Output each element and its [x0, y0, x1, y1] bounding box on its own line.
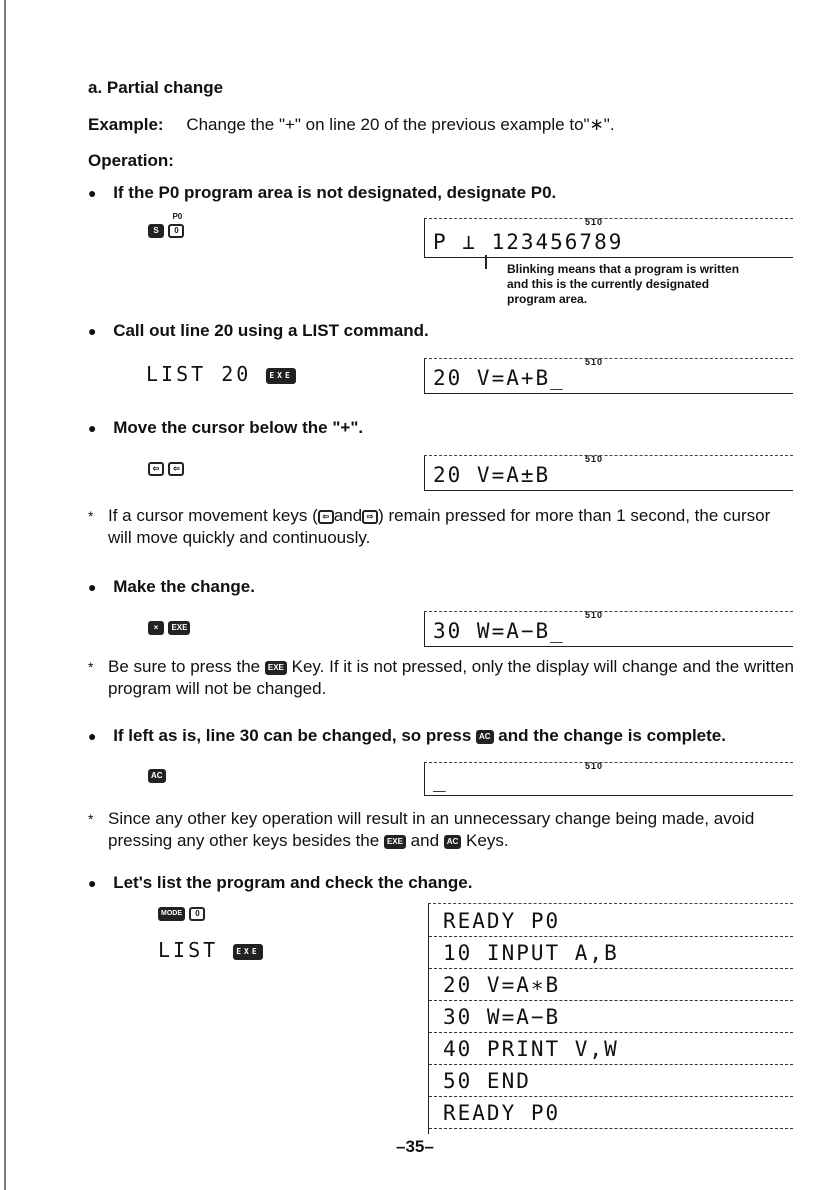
note-star: * [88, 811, 94, 827]
display-indicator: 510 [584, 217, 603, 227]
listing-text: 30 W=A−B [443, 1005, 561, 1029]
operation-label: Operation: [88, 151, 174, 170]
note-1-after: ) remain pressed for more than 1 second, the cursor will move quickly and continuously. [108, 506, 771, 547]
step-2 [88, 321, 429, 341]
bullet: ● [88, 323, 97, 339]
blink-arrow-icon [485, 255, 487, 269]
bullet: ● [88, 728, 97, 744]
page-number: –35– [396, 1137, 434, 1156]
note-1-and: and [333, 506, 363, 525]
cursor-left-key[interactable]: ⇦ [318, 510, 334, 524]
step-1-text: If the P0 program area is not designated, designate P0. [113, 183, 557, 202]
display-indicator: 510 [584, 761, 603, 771]
display-4-text: 30 W=A−B_ [433, 619, 565, 643]
display-5 [424, 762, 793, 796]
example-text: Change the "+" on line 20 of the previous example to"∗". [186, 115, 615, 134]
step-1 [88, 183, 556, 203]
bullet: ● [88, 185, 97, 201]
exe-key[interactable]: EXE [384, 835, 406, 849]
step-5 [88, 726, 726, 746]
p0-key-label: P0 [172, 212, 183, 221]
listing-text: READY P0 [443, 1101, 561, 1125]
step-5-keys [148, 767, 166, 785]
note-2-after: Key. If it is not pressed, only the display will change and the written program will not be changed. [108, 657, 795, 698]
listing-row [429, 968, 793, 1001]
display-indicator: 510 [584, 454, 603, 464]
display-3 [424, 455, 793, 491]
step-6-keys [158, 905, 205, 923]
cursor-left-key[interactable]: ⇦ [168, 462, 184, 476]
p0-key[interactable]: 0 [189, 907, 205, 921]
ac-key[interactable]: AC [476, 730, 494, 744]
note-2-text [108, 656, 798, 700]
note-1-before: If a cursor movement keys ( [108, 506, 318, 525]
step-6-input [158, 938, 263, 962]
display-2 [424, 358, 793, 394]
step-2-input [146, 362, 296, 386]
display-1 [424, 218, 793, 258]
example-line [88, 115, 615, 135]
step-6-text: Let's list the program and check the change. [113, 873, 473, 892]
listing-display [428, 903, 793, 1134]
step-6 [88, 873, 472, 893]
display-1-text: P ⊥ 123456789 [433, 230, 624, 254]
step-3-text: Move the cursor below the "+". [113, 418, 364, 437]
list20-text: LIST 20 [146, 362, 252, 386]
shift-key[interactable]: S [148, 224, 164, 238]
note-3 [88, 808, 798, 852]
example-label: Example: [88, 115, 164, 134]
step-2-text: Call out line 20 using a LIST command. [113, 321, 429, 340]
scan-edge [4, 0, 6, 1190]
listing-text: 40 PRINT V,W [443, 1037, 619, 1061]
display-5-text: _ [433, 768, 448, 792]
bullet: ● [88, 875, 97, 891]
listing-row [429, 1096, 793, 1129]
ac-key[interactable]: AC [148, 769, 166, 783]
listing-text: 50 END [443, 1069, 531, 1093]
note-3-and: and [405, 831, 444, 850]
cursor-right-key[interactable]: ⇨ [362, 510, 378, 524]
exe-key[interactable]: EXE [233, 944, 262, 960]
exe-key[interactable]: EXE [266, 368, 295, 384]
listing-row [429, 904, 793, 937]
display-4 [424, 611, 793, 647]
list-text: LIST [158, 938, 219, 962]
listing-row [429, 936, 793, 969]
listing-row [429, 1032, 793, 1065]
display-indicator: 510 [584, 610, 603, 620]
section-heading: a. Partial change [88, 78, 224, 97]
display-indicator: 510 [584, 357, 603, 367]
bullet: ● [88, 579, 97, 595]
cursor-left-key[interactable]: ⇦ [148, 462, 164, 476]
step-4-keys [148, 619, 190, 637]
p0-key[interactable]: 0 [168, 224, 184, 238]
note-3-after: Keys. [461, 831, 509, 850]
note-star: * [88, 508, 94, 524]
display-2-text: 20 V=A+B_ [433, 366, 565, 390]
exe-key[interactable]: EXE [265, 661, 287, 675]
listing-text: READY P0 [443, 909, 561, 933]
note-2 [88, 656, 798, 700]
ac-key[interactable]: AC [444, 835, 462, 849]
p0-key-wrap [168, 212, 184, 240]
step-5-before: If left as is, line 30 can be changed, so press [113, 726, 477, 745]
note-3-text [108, 808, 798, 852]
note-1-text [108, 505, 798, 549]
step-5-after: and the change is complete. [493, 726, 726, 745]
bullet: ● [88, 420, 97, 436]
blink-note: Blinking means that a program is written and this is the currently designated program area. [507, 262, 740, 306]
multiply-key[interactable]: × [148, 621, 164, 635]
listing-row [429, 1064, 793, 1097]
note-1 [88, 505, 798, 549]
listing-text: 10 INPUT A,B [443, 941, 619, 965]
step-1-keys [148, 212, 184, 240]
note-2-before: Be sure to press the [108, 657, 265, 676]
step-3 [88, 418, 363, 438]
step-3-keys [148, 460, 184, 478]
note-star: * [88, 659, 94, 675]
mode-key[interactable]: MODE [158, 907, 185, 921]
step-4-text: Make the change. [113, 577, 255, 596]
display-3-text: 20 V=A±B [433, 463, 551, 487]
note-3-before: Since any other key operation will result in an unnecessary change being made, avoid pressing any other keys besides the [108, 809, 755, 850]
step-4 [88, 577, 255, 597]
listing-text: 20 V=A∗B [443, 973, 561, 997]
listing-row [429, 1000, 793, 1033]
exe-key[interactable]: EXE [168, 621, 190, 635]
